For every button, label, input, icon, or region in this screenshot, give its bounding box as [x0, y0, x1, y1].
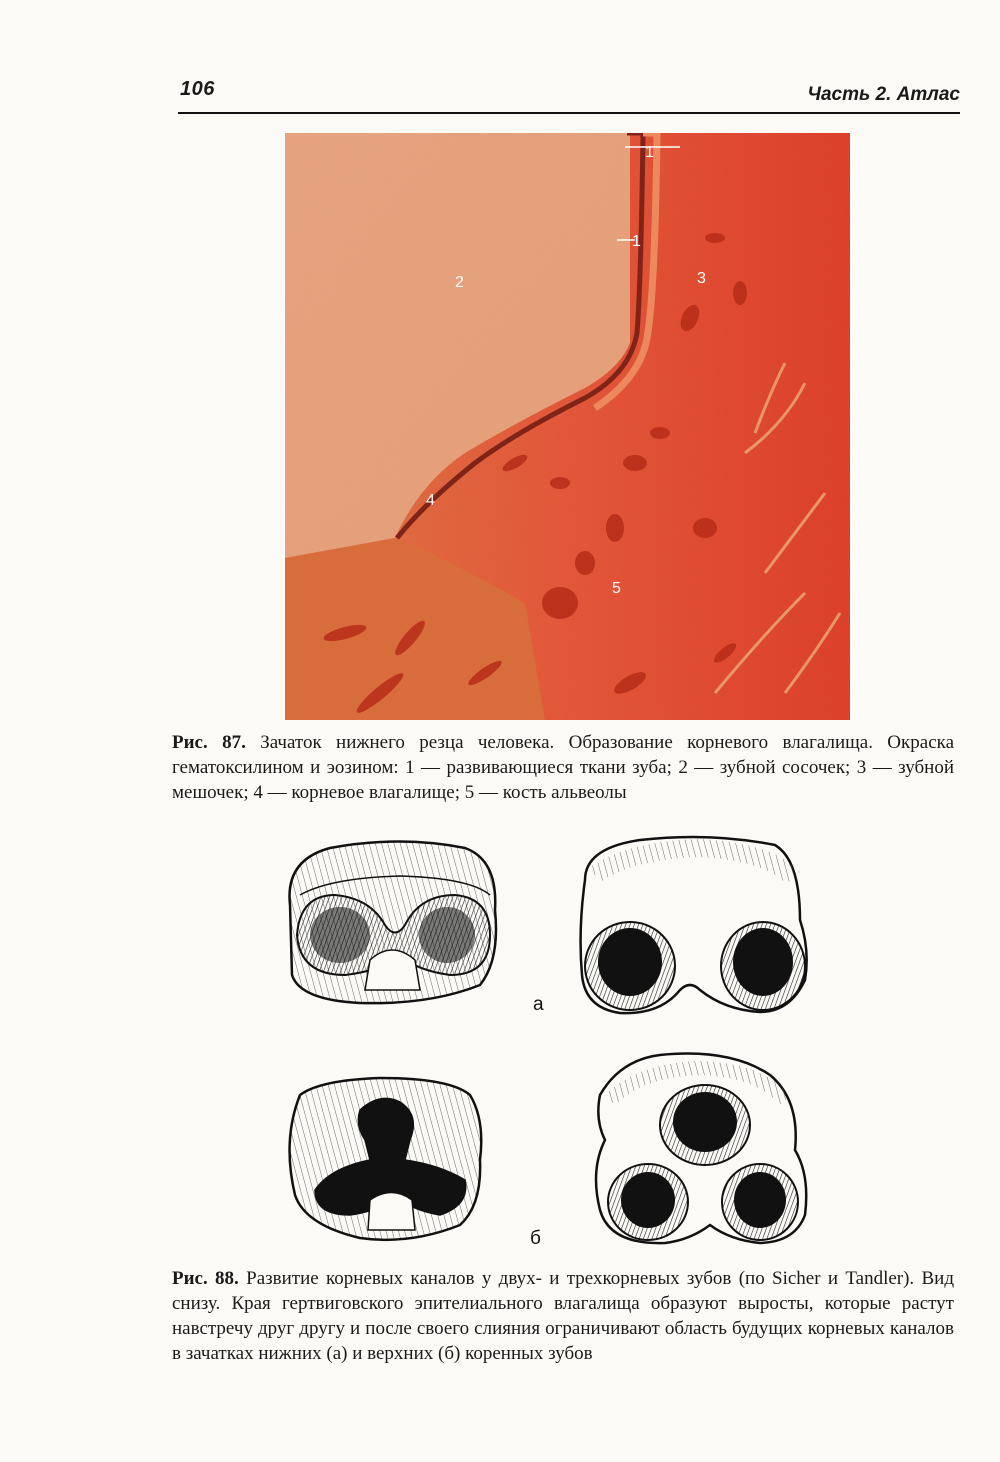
label-b: б	[530, 1228, 541, 1249]
tooth-a-right	[581, 837, 807, 1013]
caption-87-number: Рис. 87.	[172, 732, 246, 753]
tooth-b-right	[596, 1054, 806, 1244]
label-a: а	[533, 994, 544, 1015]
caption-88-text: Развитие корневых каналов у двух- и трехкорневых зубов (по Sicher и Tandler). Вид снизу. Края гертвиговского эпителиального влагалища образуют выросты, которые растут навстречу друг другу и после своего слияния ограничивают область будущих корневых каналов в зачатках нижних (а) и верхних (б) коренных зубов	[172, 1268, 955, 1364]
caption-87-text: Зачаток нижнего резца человека. Образование корневого влагалища. Окраска гематоксилином и эозином: 1 — развивающиеся ткани зуба; 2 — зубной сосочек; 3 — зубной мешочек; 4 — корневое влагалище; 5 — кость альвеолы	[172, 732, 955, 803]
running-head: Часть 2. Атлас	[807, 84, 960, 105]
label-4: 4	[426, 492, 435, 509]
label-3: 3	[697, 270, 706, 287]
tooth-a-left	[290, 842, 497, 1004]
caption-figure-88	[172, 1266, 954, 1366]
caption-88-number: Рис. 88.	[172, 1268, 239, 1289]
label-1-middle: 1	[632, 233, 641, 250]
page-number: 106	[180, 78, 215, 100]
label-2: 2	[455, 274, 464, 291]
label-1-top: 1	[645, 144, 654, 161]
tooth-b-left	[290, 1078, 482, 1240]
label-5: 5	[612, 580, 621, 597]
